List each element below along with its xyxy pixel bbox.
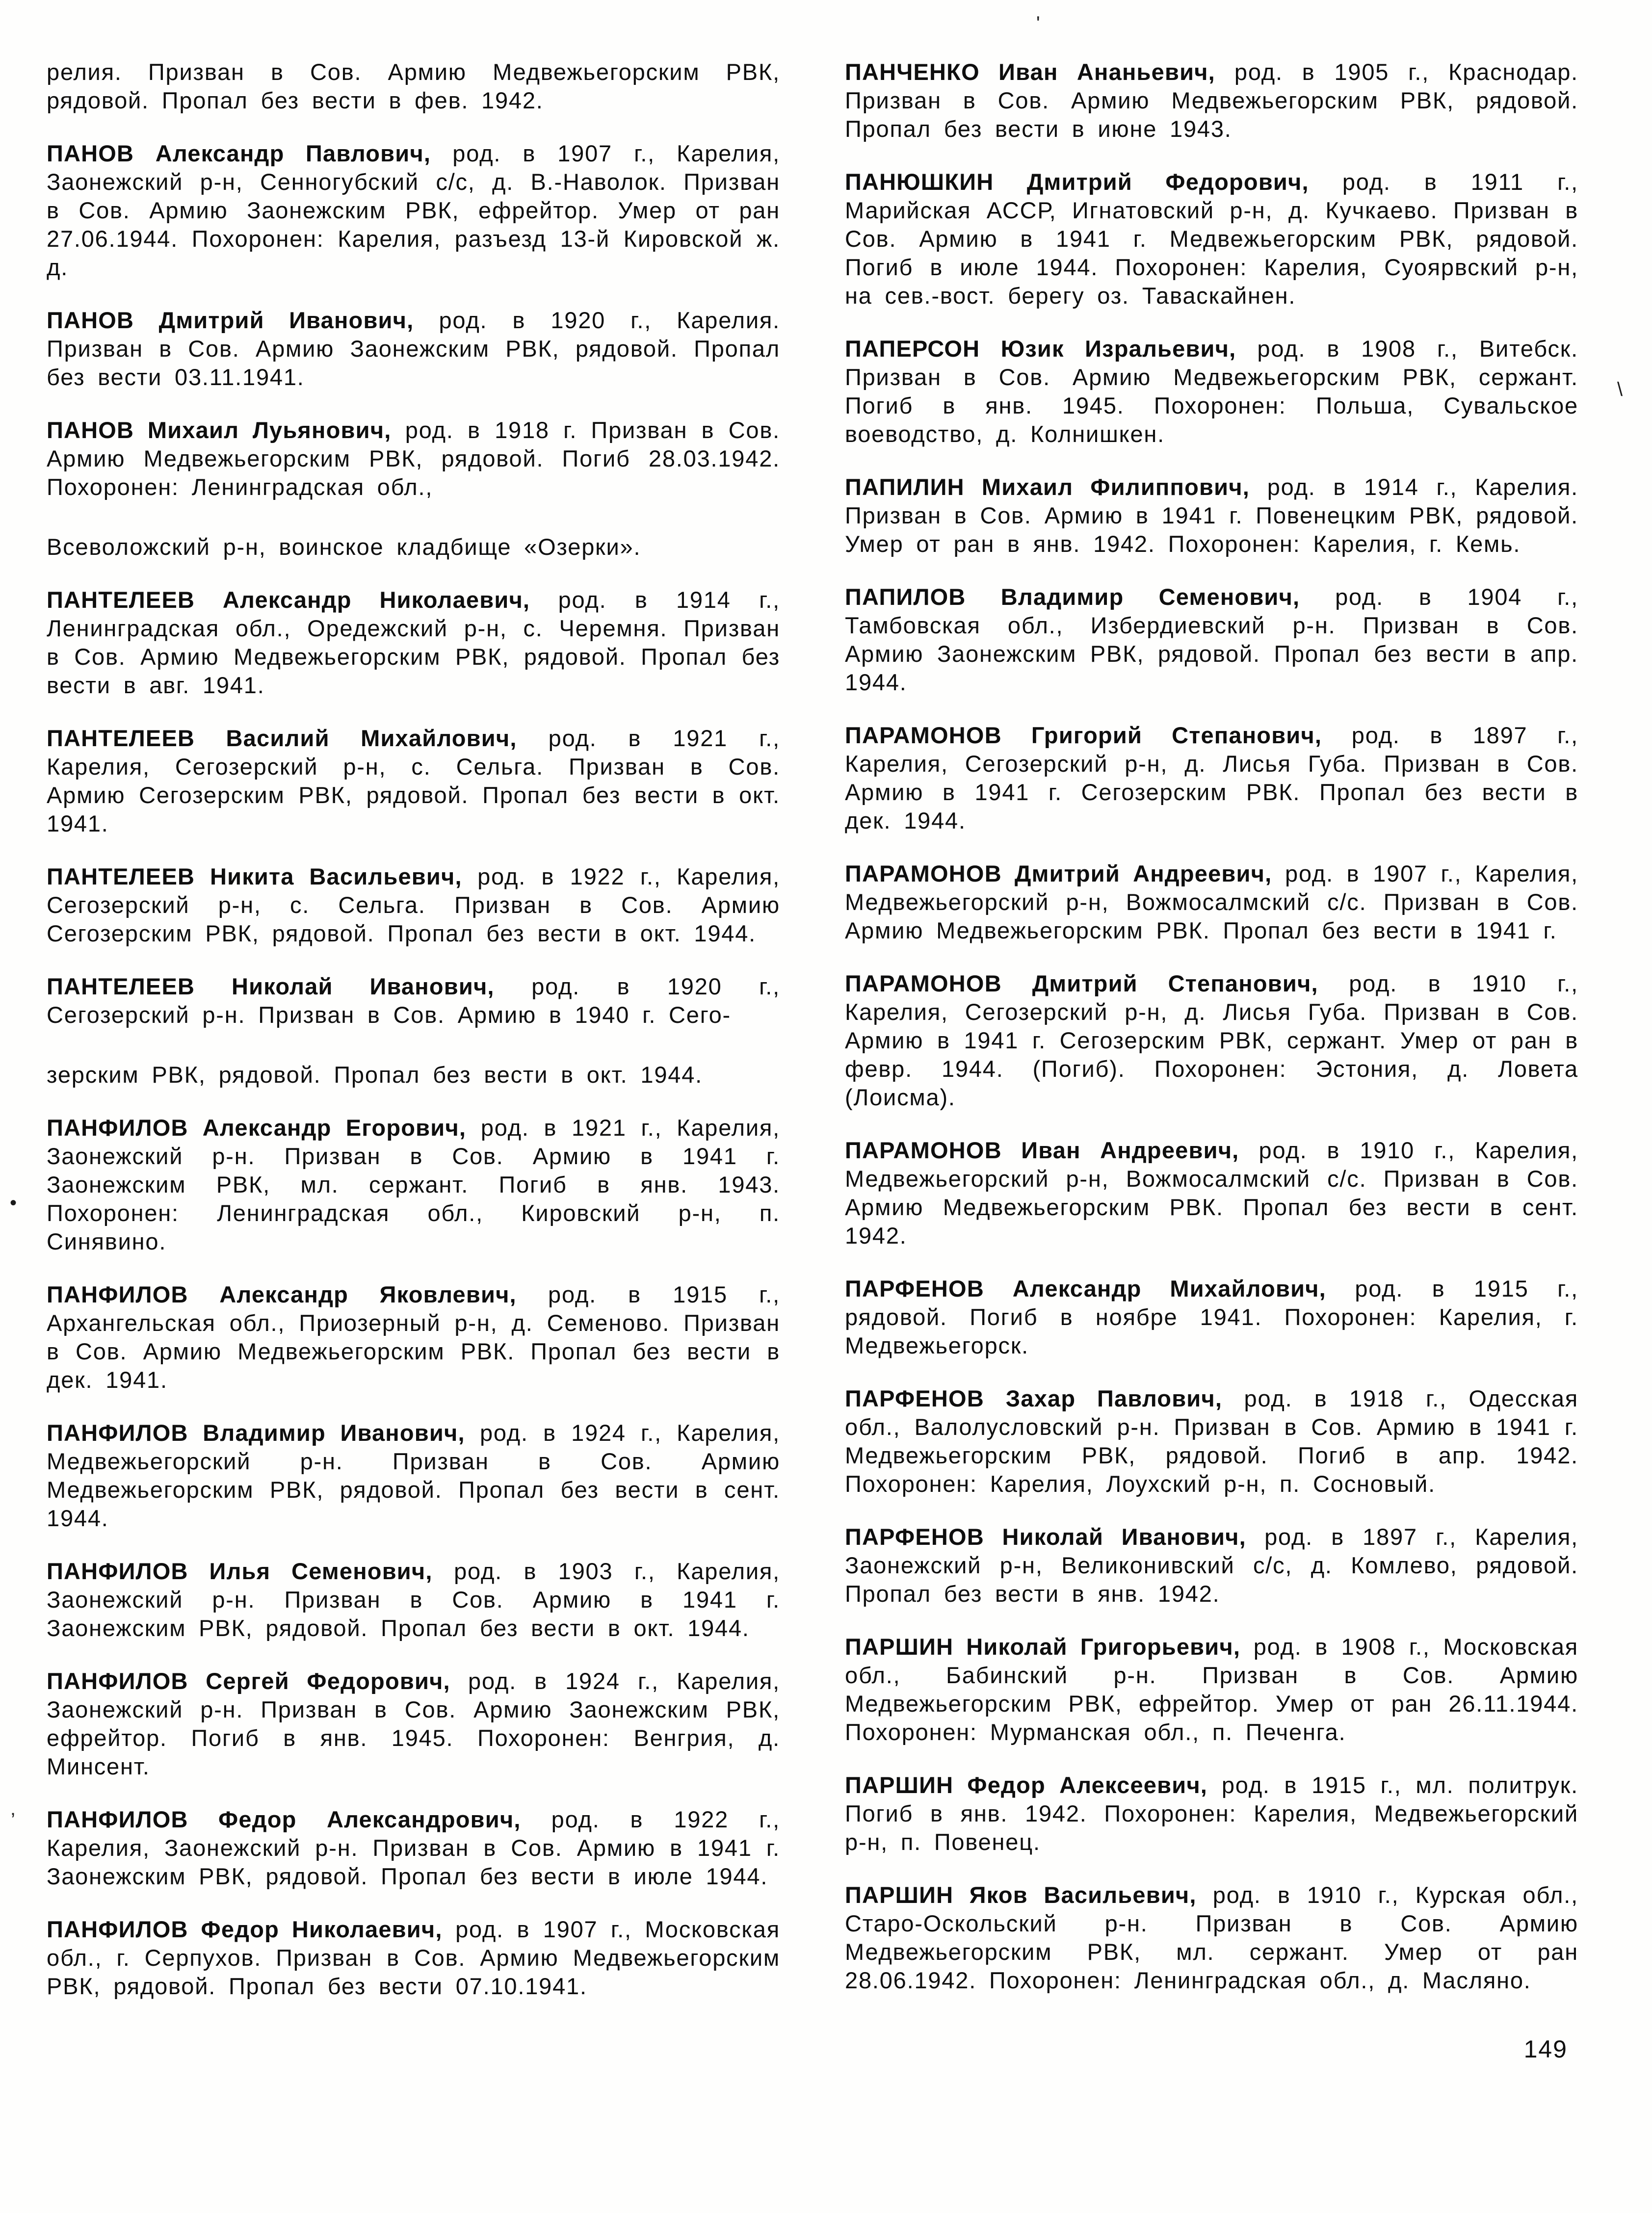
entry-details: род. в 1910 г., Карелия, Сегозерский р-н, д. Лисья Губа. Призван в Сов. Армию в 1941 г. Сегозерским РВК, сержант. Умер от ран в февр. 1944. (Погиб). Похоронен: Эстония, д. Ловета (Лоисма). xyxy=(845,970,1578,1110)
memorial-entry xyxy=(845,1136,1578,1250)
memorial-entry xyxy=(47,862,780,948)
memorial-entry xyxy=(47,1419,780,1533)
entry-person-name: ПАРФЕНОВ Николай Иванович, xyxy=(845,1524,1246,1550)
scan-artifact: ’ xyxy=(11,1809,15,1831)
memorial-entry xyxy=(47,1915,780,2001)
entry-person-name: ПАНЮШКИН Дмитрий Федорович, xyxy=(845,169,1309,195)
scan-artifact: • xyxy=(10,1192,17,1214)
entry-details: род. в 1905 г., Краснодар. Призван в Сов. Армию Медвежьегорским РВК, рядовой. Пропал без вести в июне 1943. xyxy=(845,59,1579,142)
memorial-entry xyxy=(845,58,1578,143)
entry-details: род. в 1915 г., рядовой. Погиб в ноябре 1941. Похоронен: Карелия, г. Медвежьегорск. xyxy=(845,1276,1579,1358)
entry-person-name: ПАРАМОНОВ Иван Андреевич, xyxy=(845,1137,1239,1163)
entry-details: род. в 1924 г., Карелия, Медвежьегорский р-н. Призван в Сов. Армию Медвежьегорским РВК, рядовой. Пропал без вести в сент. 1944. xyxy=(47,1420,781,1531)
entry-person-name: ПАНОВ Михаил Луьянович, xyxy=(47,417,392,443)
memorial-entry xyxy=(47,972,780,1029)
entry-person-name: ПАНФИЛОВ Александр Егорович, xyxy=(47,1115,467,1141)
entry-details: род. в 1920 г., Сегозерский р-н. Призван в Сов. Армию в 1940 г. Сего- xyxy=(47,973,781,1028)
entry-details: род. в 1911 г., Марийская АССР, Игнатовский р-н, д. Кучкаево. Призван в Сов. Армию в 1941 г. Медвежьегорским РВК, рядовой. Погиб в июле 1944. Похоронен: Карелия, Суоярвский р-н, на сев.-вост. берегу оз. Таваскайнен. xyxy=(845,169,1579,309)
entry-person-name: ПАПИЛОВ Владимир Семенович, xyxy=(845,584,1300,610)
entry-details: род. в 1907 г., Московская обл., г. Серпухов. Призван в Сов. Армию Медвежьегорским РВК, рядовой. Пропал без вести 07.10.1941. xyxy=(47,1916,780,1999)
entry-person-name: ПАРШИН Федор Алексеевич, xyxy=(845,1772,1208,1798)
entry-person-name: ПАРФЕНОВ Александр Михайлович, xyxy=(845,1276,1326,1302)
memorial-entry-continuation xyxy=(47,533,780,561)
entry-details: род. в 1903 г., Карелия, Заонежский р-н. Призван в Сов. Армию в 1941 г. Заонежским РВК, рядовой. Пропал без вести в окт. 1944. xyxy=(47,1558,781,1641)
entry-details: род. в 1915 г., Архангельская обл., Приозерный р-н, д. Семеново. Призван в Сов. Армию Медвежьегорским РВК. Пропал без вести в дек. 1941. xyxy=(47,1281,781,1393)
entry-person-name: ПАПИЛИН Михаил Филиппович, xyxy=(845,474,1250,500)
entry-details: род. в 1922 г., Карелия, Заонежский р-н. Призван в Сов. Армию в 1941 г. Заонежским РВК, рядовой. Пропал без вести в июле 1944. xyxy=(47,1806,781,1889)
entry-person-name: ПАНОВ Александр Павлович, xyxy=(47,140,431,166)
memorial-entry xyxy=(845,1881,1578,1995)
entry-details: релия. Призван в Сов. Армию Медвежьегорским РВК, рядовой. Пропал без вести в фев. 1942. xyxy=(47,59,780,113)
entry-details: зерским РВК, рядовой. Пропал без вести в окт. 1944. xyxy=(47,1062,703,1088)
entry-details: род. в 1904 г., Тамбовская обл., Избердиевский р-н. Призван в Сов. Армию Заонежским РВК, рядовой. Пропал без вести в апр. 1944. xyxy=(845,584,1579,695)
entry-details: род. в 1914 г., Карелия. Призван в Сов. Армию в 1941 г. Повенецким РВК, рядовой. Умер от ран в янв. 1942. Похоронен: Карелия, г. Кемь. xyxy=(845,474,1578,557)
memorial-entry xyxy=(47,1280,780,1394)
entry-details: род. в 1910 г., Курская обл., Старо-Оскольский р-н. Призван в Сов. Армию Медвежьегорским РВК, мл. сержант. Умер от ран 28.06.1942. Похоронен: Ленинградская обл., д. Масляно. xyxy=(845,1882,1578,1993)
entry-details: род. в 1907 г., Карелия, Медвежьегорский р-н, Вожмосалмский с/с. Призван в Сов. Армию Медвежьегорским РВК. Пропал без вести в 1941 г. xyxy=(845,860,1578,943)
page-number: 149 xyxy=(1523,2035,1568,2063)
memorial-entry xyxy=(845,1384,1578,1498)
memorial-entry xyxy=(47,586,780,700)
entry-person-name: ПАНФИЛОВ Федор Николаевич, xyxy=(47,1916,443,1942)
entry-person-name: ПАНФИЛОВ Сергей Федорович, xyxy=(47,1668,450,1694)
entry-person-name: ПАРШИН Яков Васильевич, xyxy=(845,1882,1197,1908)
memorial-entry-continuation xyxy=(47,1061,780,1089)
entry-details: род. в 1915 г., мл. политрук. Погиб в янв. 1942. Похоронен: Карелия, Медвежьегорский р-н, п. Повенец. xyxy=(845,1772,1578,1855)
memorial-entry xyxy=(47,1667,780,1781)
entry-details: род. в 1910 г., Карелия, Медвежьегорский р-н, Вожмосалмский с/с. Призван в Сов. Армию Медвежьегорским РВК. Пропал без вести в сент. 1942. xyxy=(845,1137,1579,1249)
memorial-entry xyxy=(47,1114,780,1256)
entry-details: род. в 1908 г., Витебск. Призван в Сов. Армию Медвежьегорским РВК, сержант. Погиб в янв. 1945. Похоронен: Польша, Сувальское воеводство, д. Колнишкен. xyxy=(845,336,1579,447)
memorial-entry xyxy=(47,306,780,391)
memorial-entry xyxy=(47,416,780,501)
entry-person-name: ПАНТЕЛЕЕВ Николай Иванович, xyxy=(47,973,495,999)
entry-person-name: ПАРФЕНОВ Захар Павлович, xyxy=(845,1385,1223,1411)
scan-artifact: ' xyxy=(1036,13,1040,34)
memorial-entry xyxy=(47,1805,780,1891)
entry-person-name: ПАНТЕЛЕЕВ Никита Васильевич, xyxy=(47,863,462,889)
memorial-entry xyxy=(845,1771,1578,1856)
entry-person-name: ПАНТЕЛЕЕВ Василий Михайлович, xyxy=(47,725,517,751)
memorial-entry xyxy=(845,1275,1578,1360)
entry-person-name: ПАПЕРСОН Юзик Изральевич, xyxy=(845,336,1236,362)
memorial-entry xyxy=(47,1557,780,1642)
entry-details: род. в 1921 г., Карелия, Заонежский р-н. Призван в Сов. Армию в 1941 г. Заонежским РВК, мл. сержант. Погиб в янв. 1943. Похоронен: Ленинградская обл., Кировский р-н, п. Синявино. xyxy=(47,1115,781,1254)
entry-details: род. в 1897 г., Карелия, Сегозерский р-н, д. Лисья Губа. Призван в Сов. Армию в 1941 г. Сегозерским РВК. Пропал без вести в дек. 1944. xyxy=(845,722,1579,833)
entry-details: род. в 1908 г., Московская обл., Бабинский р-н. Призван в Сов. Армию Медвежьегорским РВК, ефрейтор. Умер от ран 26.11.1944. Похоронен: Мурманская обл., п. Печенга. xyxy=(845,1634,1579,1745)
entry-person-name: ПАРАМОНОВ Дмитрий Степанович, xyxy=(845,970,1318,996)
entry-details: род. в 1922 г., Карелия, Сегозерский р-н, с. Сельга. Призван в Сов. Армию Сегозерским РВК, рядовой. Пропал без вести в окт. 1944. xyxy=(47,863,780,946)
entry-person-name: ПАНТЕЛЕЕВ Александр Николаевич, xyxy=(47,587,530,613)
entry-details: род. в 1897 г., Карелия, Заонежский р-н, Великонивский с/с, д. Комлево, рядовой. Пропал без вести в янв. 1942. xyxy=(845,1524,1579,1607)
entry-person-name: ПАРШИН Николай Григорьевич, xyxy=(845,1634,1241,1660)
memorial-entry xyxy=(845,1523,1578,1608)
entry-person-name: ПАРАМОНОВ Григорий Степанович, xyxy=(845,722,1322,748)
column-left xyxy=(47,58,780,2025)
entry-person-name: ПАНОВ Дмитрий Иванович, xyxy=(47,307,414,333)
entry-details: род. в 1924 г., Карелия, Заонежский р-н. Призван в Сов. Армию Заонежским РВК, ефрейтор. Погиб в янв. 1945. Похоронен: Венгрия, д. Минсент. xyxy=(47,1668,780,1779)
scan-artifact: \ xyxy=(1617,379,1623,400)
entry-details: род. в 1907 г., Карелия, Заонежский р-н, Сенногубский с/с, д. В.-Наволок. Призван в Сов. Армию Заонежским РВК, ефрейтор. Умер от ран 27.06.1944. Похоронен: Карелия, разъезд 13-й Кировской ж. д. xyxy=(47,140,781,280)
entry-person-name: ПАНФИЛОВ Владимир Иванович, xyxy=(47,1420,465,1446)
entry-details: род. в 1918 г. Призван в Сов. Армию Медвежьегорским РВК, рядовой. Погиб 28.03.1942. Похоронен: Ленинградская обл., xyxy=(47,417,781,500)
memorial-entry xyxy=(845,1633,1578,1746)
memorial-entry xyxy=(47,724,780,838)
entry-details: род. в 1918 г., Одесская обл., Валолусловский р-н. Призван в Сов. Армию в 1941 г. Медвежьегорским РВК, рядовой. Погиб в апр. 1942. Похоронен: Карелия, Лоухский р-н, п. Сосновый. xyxy=(845,1385,1579,1497)
memorial-entry xyxy=(845,168,1578,310)
memorial-entry xyxy=(845,335,1578,448)
entry-person-name: ПАНФИЛОВ Александр Яковлевич, xyxy=(47,1281,517,1307)
entry-person-name: ПАНФИЛОВ Федор Александрович, xyxy=(47,1806,521,1832)
entry-details: Всеволожский р-н, воинское кладбище «Озерки». xyxy=(47,534,641,560)
entry-details: род. в 1920 г., Карелия. Призван в Сов. Армию Заонежским РВК, рядовой. Пропал без вести 03.11.1941. xyxy=(47,307,780,390)
memorial-entry xyxy=(845,969,1578,1112)
entry-person-name: ПАРАМОНОВ Дмитрий Андреевич, xyxy=(845,860,1272,886)
entry-details: род. в 1914 г., Ленинградская обл., Оредежский р-н, с. Черемня. Призван в Сов. Армию Медвежьегорским РВК, рядовой. Пропал без вести в авг. 1941. xyxy=(47,587,780,698)
memorial-entry xyxy=(845,583,1578,697)
entry-details: род. в 1921 г., Карелия, Сегозерский р-н, с. Сельга. Призван в Сов. Армию Сегозерским РВК, рядовой. Пропал без вести в окт. 1941. xyxy=(47,725,781,836)
memorial-entry xyxy=(47,139,780,282)
memorial-entry xyxy=(845,721,1578,835)
entry-person-name: ПАНФИЛОВ Илья Семенович, xyxy=(47,1558,433,1584)
memorial-entry-continuation xyxy=(47,58,780,115)
memorial-entry xyxy=(845,473,1578,558)
column-right xyxy=(845,58,1578,2025)
memorial-entry xyxy=(845,859,1578,945)
entry-person-name: ПАНЧЕНКО Иван Ананьевич, xyxy=(845,59,1215,85)
